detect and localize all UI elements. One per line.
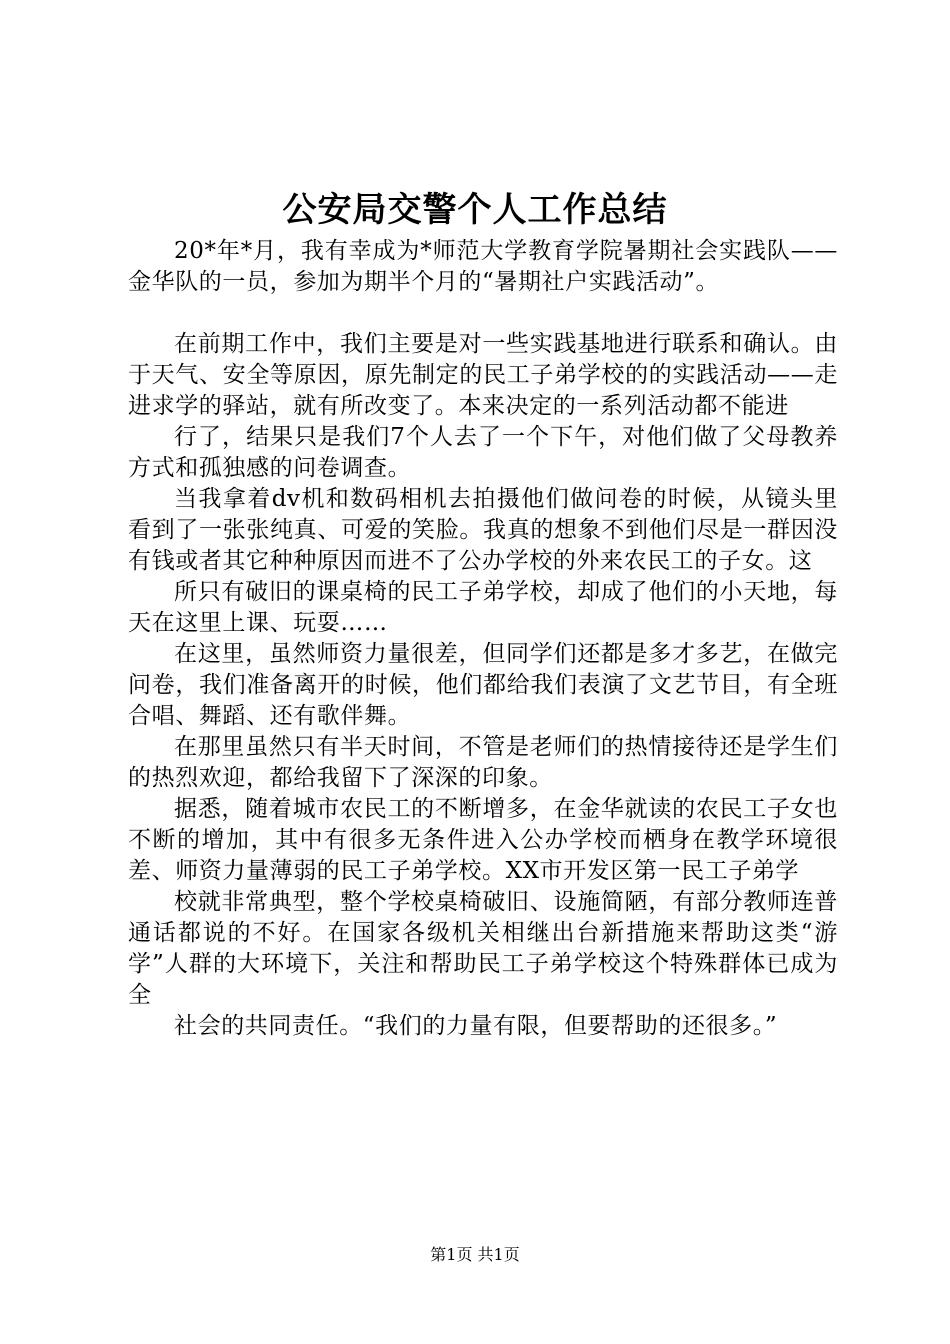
page-footer: 第1页 共1页 <box>430 1245 520 1264</box>
paragraph: 在那里虽然只有半天时间，不管是老师们的热情接待还是学生们的热烈欢迎，都给我留下了深深的印象。 <box>128 734 838 791</box>
paragraph: 校就非常典型，整个学校桌椅破旧、设施简陋，有部分教师连普通话都说的不好。在国家各级机关相继出台新措施来帮助这类“游学”人群的大环境下，关注和帮助民工子弟学校这个特殊群体已成为全 <box>128 889 838 1008</box>
paragraph: 社会的共同责任。“我们的力量有限，但要帮助的还很多。” <box>174 1013 778 1039</box>
paragraph: 据悉，随着城市农民工的不断增多，在金华就读的农民工子女也不断的增加，其中有很多无条件进入公办学校而栖身在教学环境很差、师资力量薄弱的民工子弟学校。XX市开发区第一民工子弟学 <box>128 796 838 884</box>
document-body <box>128 236 838 1042</box>
paragraph: 在前期工作中，我们主要是对一些实践基地进行联系和确认。由于天气、安全等原因，原先制定的民工子弟学校的的实践活动——走进求学的驿站，就有所改变了。本来决定的一系列活动都不能进 <box>128 331 838 419</box>
document-title: 公安局交警个人工作总结 <box>282 190 668 230</box>
paragraph: 行了，结果只是我们7个人去了一个下午，对他们做了父母教养方式和孤独感的问卷调查。 <box>128 424 838 481</box>
paragraph: 当我拿着dv机和数码相机去拍摄他们做问卷的时候，从镜头里看到了一张张纯真、可爱的笑脸。我真的想象不到他们尽是一群因没有钱或者其它种种原因而进不了公办学校的外来农民工的子女。这 <box>128 486 838 574</box>
paragraph: 在这里，虽然师资力量很差，但同学们还都是多才多艺，在做完问卷，我们准备离开的时候，他们都给我们表演了文艺节目，有全班合唱、舞蹈、还有歌伴舞。 <box>128 641 838 729</box>
paragraph: 所只有破旧的课桌椅的民工子弟学校，却成了他们的小天地，每天在这里上课、玩耍…… <box>128 579 838 636</box>
paragraph: 20*年*月，我有幸成为*师范大学教育学院暑期社会实践队——金华队的一员，参加为期半个月的“暑期社户实践活动”。 <box>128 238 838 295</box>
